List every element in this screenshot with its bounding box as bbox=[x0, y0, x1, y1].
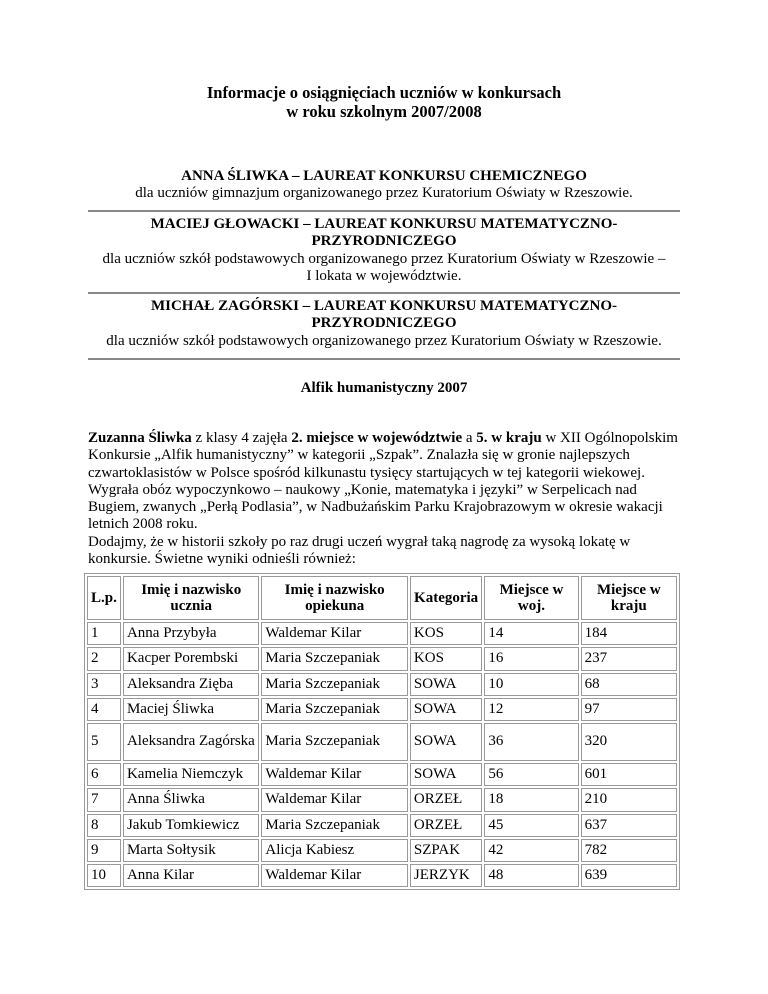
national-place: 5. w kraju bbox=[476, 430, 542, 446]
intro-text-2: a bbox=[462, 430, 477, 446]
table-header-row bbox=[87, 576, 677, 620]
cell-place-country: 782 bbox=[581, 839, 677, 862]
cell-lp: 1 bbox=[87, 622, 121, 645]
regional-place: 2. miejsce w województwie bbox=[291, 430, 463, 446]
award-description: dla uczniów szkół podstawowych organizowanego przez Kuratorium Oświaty w Rzeszowie. bbox=[106, 332, 662, 349]
cell-place-country: 601 bbox=[581, 763, 677, 786]
cell-place-country: 637 bbox=[581, 814, 677, 837]
table-row bbox=[87, 673, 677, 696]
header-category: Kategoria bbox=[410, 576, 482, 620]
cell-place-region: 45 bbox=[484, 814, 578, 837]
intro-text-1: z klasy 4 zajęła bbox=[191, 430, 292, 446]
cell-place-region: 48 bbox=[484, 864, 578, 887]
cell-place-country: 97 bbox=[581, 698, 677, 721]
cell-lp: 4 bbox=[87, 698, 121, 721]
cell-category: SOWA bbox=[410, 698, 482, 721]
cell-place-region: 14 bbox=[484, 622, 578, 645]
page-title bbox=[88, 84, 680, 122]
table-row bbox=[87, 763, 677, 786]
table-row bbox=[87, 622, 677, 645]
table-row bbox=[87, 839, 677, 862]
table-row bbox=[87, 864, 677, 887]
cell-place-country: 210 bbox=[581, 788, 677, 811]
section-title: Alfik humanistyczny 2007 bbox=[300, 380, 468, 396]
cell-supervisor: Maria Szczepaniak bbox=[261, 647, 408, 670]
cell-place-region: 56 bbox=[484, 763, 578, 786]
cell-student: Marta Sołtysik bbox=[123, 839, 259, 862]
cell-place-region: 16 bbox=[484, 647, 578, 670]
cell-supervisor: Waldemar Kilar bbox=[261, 788, 408, 811]
cell-category: JERZYK bbox=[410, 864, 482, 887]
award-description-line-2: I lokata w województwie. bbox=[306, 267, 462, 284]
cell-category: ORZEŁ bbox=[410, 814, 482, 837]
award-block bbox=[88, 168, 680, 203]
cell-category: KOS bbox=[410, 622, 482, 645]
cell-category: KOS bbox=[410, 647, 482, 670]
cell-place-region: 18 bbox=[484, 788, 578, 811]
cell-category: SOWA bbox=[410, 763, 482, 786]
cell-place-region: 42 bbox=[484, 839, 578, 862]
cell-student: Maciej Śliwka bbox=[123, 698, 259, 721]
divider bbox=[88, 210, 680, 212]
cell-category: SZPAK bbox=[410, 839, 482, 862]
header-supervisor: Imię i nazwisko opiekuna bbox=[261, 576, 408, 620]
award-block bbox=[82, 216, 686, 285]
intro-paragraph bbox=[88, 430, 680, 534]
table-row bbox=[87, 814, 677, 837]
cell-supervisor: Alicja Kabiesz bbox=[261, 839, 408, 862]
award-name: ANNA ŚLIWKA – LAUREAT KONKURSU CHEMICZNEGO bbox=[181, 168, 587, 184]
cell-lp: 9 bbox=[87, 839, 121, 862]
cell-lp: 6 bbox=[87, 763, 121, 786]
table-row bbox=[87, 723, 677, 761]
award-description: dla uczniów gimnazjum organizowanego przez Kuratorium Oświaty w Rzeszowie. bbox=[135, 185, 633, 202]
award-name-line-1: MACIEJ GŁOWACKI – LAUREAT KONKURSU MATEMATYCZNO- bbox=[150, 216, 618, 232]
divider bbox=[88, 358, 680, 360]
cell-place-region: 12 bbox=[484, 698, 578, 721]
award-description-line-1: dla uczniów szkół podstawowych organizowanego przez Kuratorium Oświaty w Rzeszowie – bbox=[102, 250, 666, 267]
award-name-line-1: MICHAŁ ZAGÓRSKI – LAUREAT KONKURSU MATEMATYCZNO- bbox=[150, 298, 617, 314]
cell-student: Kacper Porembski bbox=[123, 647, 259, 670]
cell-student: Jakub Tomkiewicz bbox=[123, 814, 259, 837]
cell-supervisor: Maria Szczepaniak bbox=[261, 698, 408, 721]
table-row bbox=[87, 788, 677, 811]
cell-category: ORZEŁ bbox=[410, 788, 482, 811]
cell-supervisor: Maria Szczepaniak bbox=[261, 673, 408, 696]
header-lp: L.p. bbox=[87, 576, 121, 620]
award-name-line-2: PRZYRODNICZEGO bbox=[311, 233, 457, 250]
cell-category: SOWA bbox=[410, 673, 482, 696]
cell-place-region: 36 bbox=[484, 723, 578, 761]
header-place-region: Miejsce w woj. bbox=[484, 576, 578, 620]
cell-lp: 5 bbox=[87, 723, 121, 761]
cell-lp: 8 bbox=[87, 814, 121, 837]
header-student: Imię i nazwisko ucznia bbox=[123, 576, 259, 620]
cell-supervisor: Waldemar Kilar bbox=[261, 763, 408, 786]
cell-student: Kamelia Niemczyk bbox=[123, 763, 259, 786]
cell-place-region: 10 bbox=[484, 673, 578, 696]
intro-text-3: w XII Ogólnopolskim Konkursie „Alfik humanistyczny” w kategorii „Szpak”. Znalazła się w gronie najlepszych czwartoklasistów w Polsce spośród kilkunastu tysięcy startujących w tej kategorii wiekowej. Wygrała obóz wypoczynkowo – naukowy „Konie, matematyka i języki” w Serpelicach nad Bugiem, zwanych „Perłą Podlasia”, w Nadbużańskim Parku Krajobrazowym w okresie wakacji letnich 2008 roku. bbox=[88, 430, 678, 533]
divider bbox=[88, 292, 680, 294]
cell-place-country: 68 bbox=[581, 673, 677, 696]
cell-place-country: 639 bbox=[581, 864, 677, 887]
table-row bbox=[87, 647, 677, 670]
cell-supervisor: Maria Szczepaniak bbox=[261, 723, 408, 761]
cell-student: Anna Przybyła bbox=[123, 622, 259, 645]
cell-lp: 3 bbox=[87, 673, 121, 696]
award-name-line-2: PRZYRODNICZEGO bbox=[311, 315, 457, 332]
intro-text bbox=[88, 430, 680, 568]
cell-lp: 2 bbox=[87, 647, 121, 670]
title-line-1: Informacje o osiągnięciach uczniów w konkursach bbox=[206, 83, 562, 102]
cell-category: SOWA bbox=[410, 723, 482, 761]
cell-place-country: 320 bbox=[581, 723, 677, 761]
cell-student: Aleksandra Zięba bbox=[123, 673, 259, 696]
cell-student: Anna Kilar bbox=[123, 864, 259, 887]
table-row bbox=[87, 698, 677, 721]
header-place-country: Miejsce w kraju bbox=[581, 576, 677, 620]
award-block bbox=[88, 298, 680, 350]
intro-paragraph-2: Dodajmy, że w historii szkoły po raz drugi uczeń wygrał taką nagrodę za wysoką lokatę w konkursie. Świetne wyniki odnieśli również: bbox=[88, 533, 631, 567]
cell-lp: 10 bbox=[87, 864, 121, 887]
cell-place-country: 237 bbox=[581, 647, 677, 670]
cell-supervisor: Waldemar Kilar bbox=[261, 622, 408, 645]
cell-student: Aleksandra Zagórska bbox=[123, 723, 259, 761]
student-name: Zuzanna Śliwka bbox=[88, 430, 192, 446]
cell-lp: 7 bbox=[87, 788, 121, 811]
cell-place-country: 184 bbox=[581, 622, 677, 645]
results-table bbox=[84, 573, 680, 890]
cell-supervisor: Waldemar Kilar bbox=[261, 864, 408, 887]
cell-student: Anna Śliwka bbox=[123, 788, 259, 811]
cell-supervisor: Maria Szczepaniak bbox=[261, 814, 408, 837]
title-line-2: w roku szkolnym 2007/2008 bbox=[286, 101, 482, 121]
